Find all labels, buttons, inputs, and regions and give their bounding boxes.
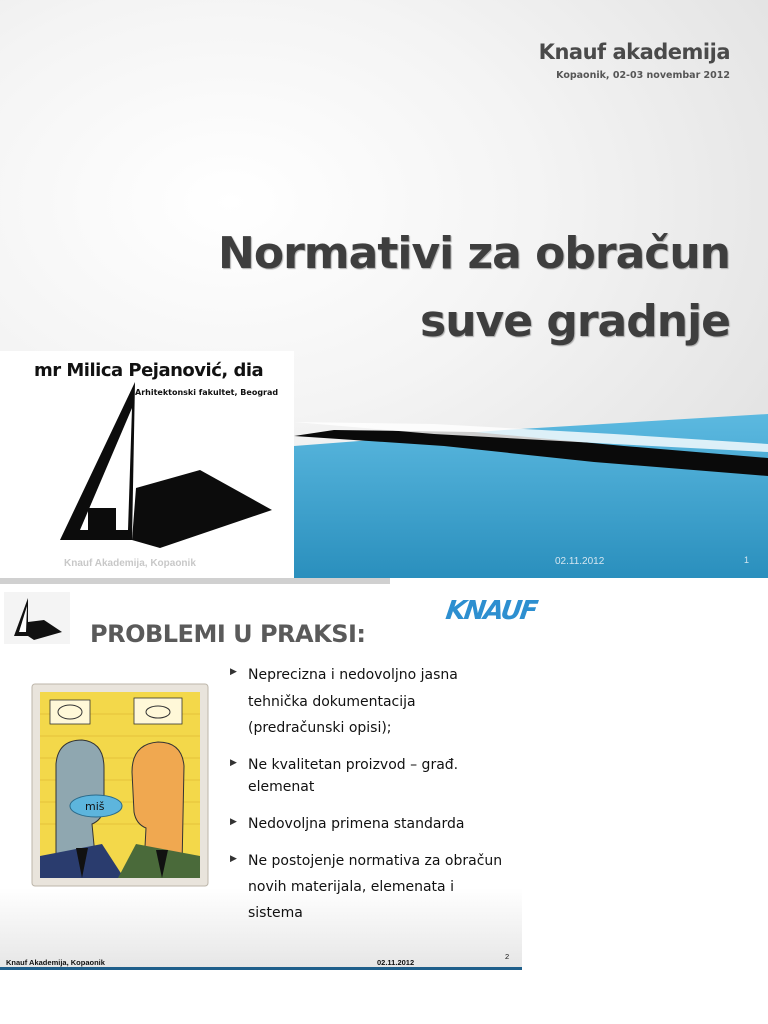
slide-number: 2 — [505, 952, 510, 961]
logo-small-icon — [4, 592, 70, 644]
bullet-item: ▶ Nedovoljna primena standarda — [230, 815, 465, 832]
header-title: Knauf akademija — [538, 40, 730, 64]
cartoon-illustration — [32, 684, 208, 886]
logo-shadow — [132, 470, 272, 548]
slide-top-bar — [0, 578, 390, 584]
slide-2 — [0, 578, 538, 970]
bullet-arrow-icon: ▶ — [230, 853, 237, 864]
decorative-swoosh — [294, 400, 768, 578]
footer-text: Knauf Akademija, Kopaonik — [6, 958, 105, 967]
header-date: Kopaonik, 02-03 novembar 2012 — [556, 70, 730, 81]
author-affiliation: Arhitektonski fakultet, Beograd — [135, 388, 279, 397]
thought-bubble-mouse-animal — [134, 698, 182, 724]
logo-door — [88, 508, 116, 530]
thought-bubble-mouse-device — [50, 700, 90, 724]
slide-title: PROBLEMI U PRAKSI: — [90, 620, 366, 648]
bullet-item: ▶ Ne postojenje normativa za obračun novih materijala, elemenata i sistema — [230, 852, 503, 921]
title-line-2: suve gradnje — [420, 296, 730, 348]
faculty-logo-small — [4, 592, 70, 644]
footer-date: 02.11.2012 — [377, 958, 415, 967]
faculty-logo — [40, 380, 280, 570]
knauf-logo: KNAUF — [443, 596, 538, 626]
bullet-item: ▶ Ne kvalitetan proizvod – građ. elemenat — [230, 756, 459, 796]
bullet-list — [230, 662, 510, 927]
footer-date: 02.11.2012 — [555, 556, 605, 567]
bullet-item: ▶ Neprecizna i nedovoljno jasna tehnička dokumentacija (predračunski opisi); — [230, 662, 510, 742]
title-line-1: Normativi za obračun — [218, 228, 730, 279]
footer-bar — [0, 967, 522, 970]
slide-title — [170, 220, 730, 356]
bullet-arrow-icon: ▶ — [230, 816, 237, 827]
footer-text: Knauf Akademija, Kopaonik — [64, 558, 196, 569]
author-name: mr Milica Pejanović, dia — [34, 360, 264, 381]
bullet-arrow-icon: ▶ — [230, 667, 237, 677]
speech-bubble-text: miš — [85, 800, 105, 813]
slide-number: 1 — [744, 555, 750, 565]
bullet-arrow-icon: ▶ — [230, 757, 237, 768]
